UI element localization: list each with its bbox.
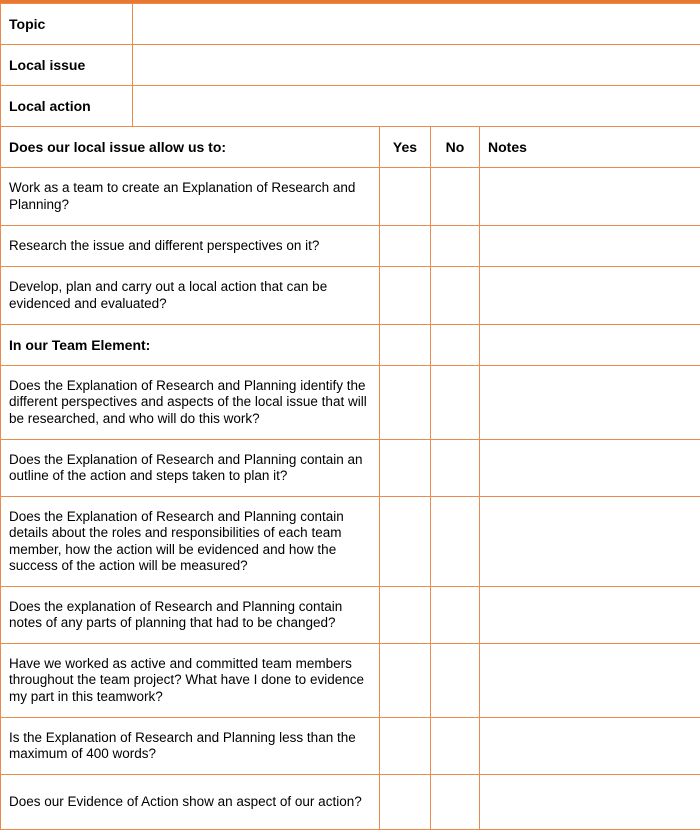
no-cell[interactable]	[431, 168, 480, 226]
notes-cell[interactable]	[480, 587, 700, 644]
question-text: Does the Explanation of Research and Planning contain an outline of the action and steps taken to plan it?	[1, 440, 380, 497]
notes-cell[interactable]	[480, 168, 700, 226]
notes-cell[interactable]	[480, 775, 700, 830]
yes-cell[interactable]	[380, 775, 431, 830]
checklist-table	[0, 3, 700, 830]
no-cell[interactable]	[431, 644, 480, 718]
question-row	[1, 718, 700, 775]
question-row	[1, 775, 700, 830]
yes-cell[interactable]	[380, 644, 431, 718]
topic-field[interactable]	[133, 4, 700, 45]
yes-cell	[380, 325, 431, 366]
notes-cell[interactable]	[480, 644, 700, 718]
question-row	[1, 366, 700, 440]
yes-cell[interactable]	[380, 366, 431, 440]
local-action-row	[1, 86, 700, 127]
question-text: Does our Evidence of Action show an aspect of our action?	[1, 775, 380, 830]
question-text: Does the Explanation of Research and Planning contain details about the roles and responsibilities of each team member, how the action will be evidenced and how the success of the action will be measured?	[1, 497, 380, 587]
question-row	[1, 440, 700, 497]
no-cell[interactable]	[431, 775, 480, 830]
yes-cell[interactable]	[380, 226, 431, 267]
section1-header-row	[1, 127, 700, 168]
notes-cell[interactable]	[480, 366, 700, 440]
section2-header-row	[1, 325, 700, 366]
notes-cell[interactable]	[480, 267, 700, 325]
yes-cell[interactable]	[380, 497, 431, 587]
section1-heading: Does our local issue allow us to:	[1, 127, 380, 168]
no-cell[interactable]	[431, 267, 480, 325]
question-row	[1, 644, 700, 718]
no-cell[interactable]	[431, 718, 480, 775]
yes-cell[interactable]	[380, 168, 431, 226]
no-cell	[431, 325, 480, 366]
topic-row	[1, 4, 700, 45]
yes-cell[interactable]	[380, 267, 431, 325]
notes-cell	[480, 325, 700, 366]
notes-column-header: Notes	[480, 127, 700, 168]
no-cell[interactable]	[431, 587, 480, 644]
notes-cell[interactable]	[480, 226, 700, 267]
notes-cell[interactable]	[480, 440, 700, 497]
question-row	[1, 267, 700, 325]
section2-heading: In our Team Element:	[1, 325, 380, 366]
topic-label: Topic	[1, 4, 133, 45]
local-issue-row	[1, 45, 700, 86]
yes-column-header: Yes	[380, 127, 431, 168]
yes-cell[interactable]	[380, 587, 431, 644]
question-text: Work as a team to create an Explanation of Research and Planning?	[1, 168, 380, 226]
local-action-label: Local action	[1, 86, 133, 127]
question-text: Research the issue and different perspectives on it?	[1, 226, 380, 267]
notes-cell[interactable]	[480, 718, 700, 775]
no-cell[interactable]	[431, 497, 480, 587]
question-row	[1, 168, 700, 226]
question-text: Develop, plan and carry out a local action that can be evidenced and evaluated?	[1, 267, 380, 325]
no-cell[interactable]	[431, 440, 480, 497]
question-text: Does the explanation of Research and Planning contain notes of any parts of planning that had to be changed?	[1, 587, 380, 644]
question-row	[1, 226, 700, 267]
local-issue-field[interactable]	[133, 45, 700, 86]
question-text: Is the Explanation of Research and Planning less than the maximum of 400 words?	[1, 718, 380, 775]
yes-cell[interactable]	[380, 440, 431, 497]
notes-cell[interactable]	[480, 497, 700, 587]
question-text: Does the Explanation of Research and Planning identify the different perspectives and aspects of the local issue that will be researched, and who will do this work?	[1, 366, 380, 440]
local-action-field[interactable]	[133, 86, 700, 127]
no-cell[interactable]	[431, 366, 480, 440]
no-cell[interactable]	[431, 226, 480, 267]
yes-cell[interactable]	[380, 718, 431, 775]
question-text: Have we worked as active and committed team members throughout the team project? What have I done to evidence my part in this teamwork?	[1, 644, 380, 718]
local-issue-label: Local issue	[1, 45, 133, 86]
no-column-header: No	[431, 127, 480, 168]
question-row	[1, 587, 700, 644]
question-row	[1, 497, 700, 587]
